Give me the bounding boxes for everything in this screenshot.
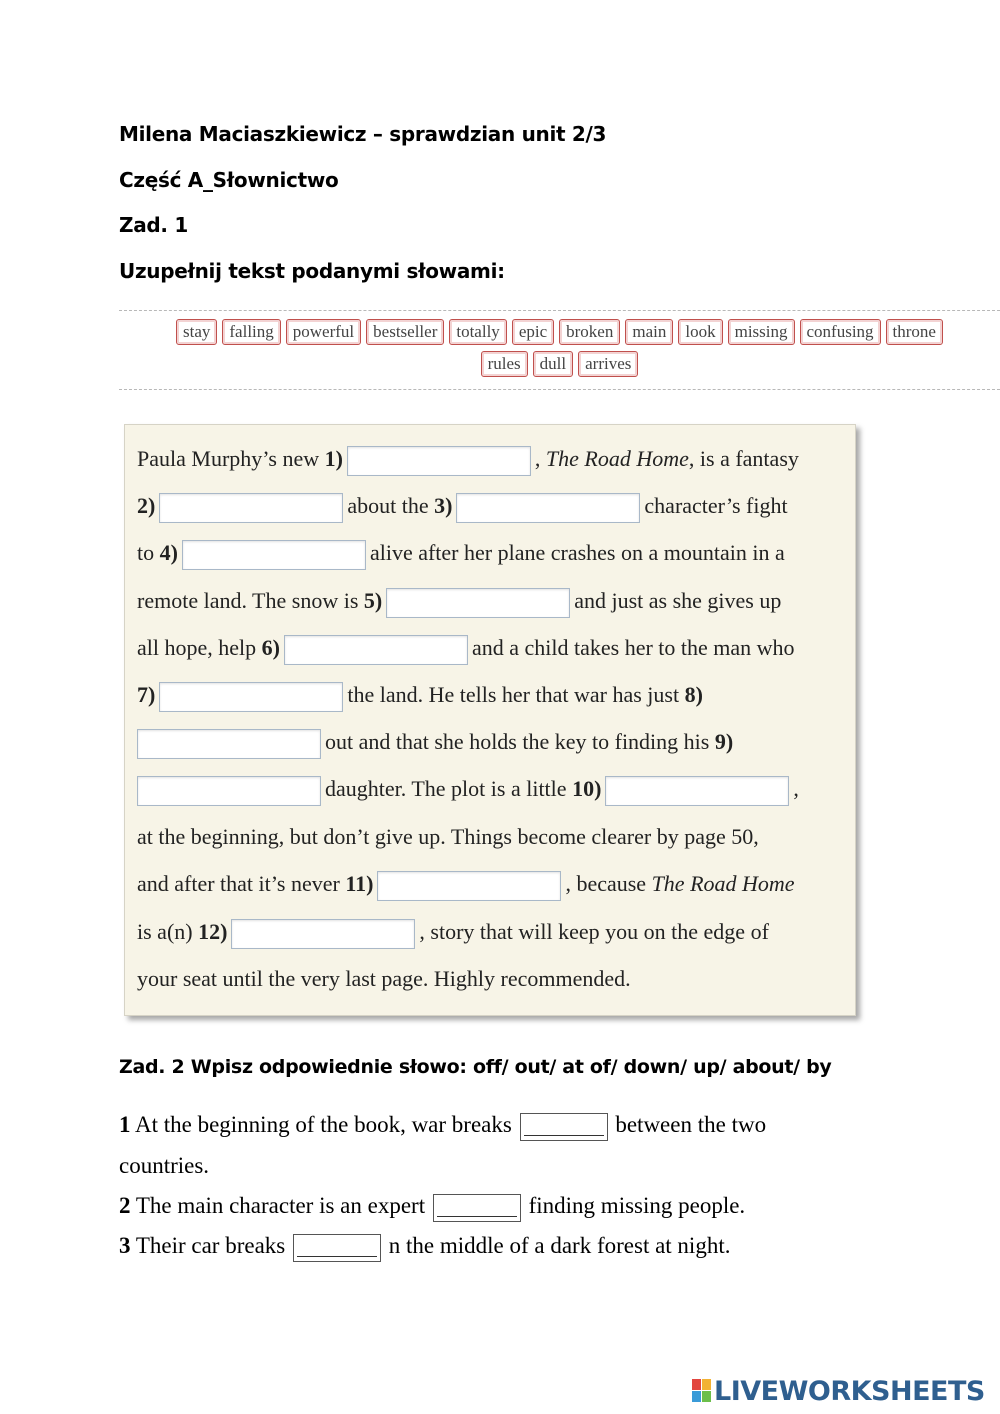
answer-gap-1[interactable] xyxy=(347,446,531,476)
story-line: 7) the land. He tells her that war has just 8) xyxy=(137,678,847,712)
answer-blank-1[interactable] xyxy=(520,1113,608,1141)
story-line: remote land. The snow is 5) and just as she gives up xyxy=(137,584,847,618)
logo-text: LIVEWORKSHEETS xyxy=(714,1375,985,1407)
word-chip-main[interactable]: main xyxy=(625,319,673,345)
liveworksheets-logo[interactable] xyxy=(692,1375,985,1407)
word-chip-arrives[interactable]: arrives xyxy=(578,351,638,377)
word-bank-row xyxy=(119,351,1000,377)
answer-gap-10[interactable] xyxy=(605,776,789,806)
word-chip-rules[interactable]: rules xyxy=(481,351,528,377)
answer-gap-6[interactable] xyxy=(284,635,468,665)
story-line: out and that she holds the key to finding his 9) xyxy=(137,725,847,759)
word-chip-powerful[interactable]: powerful xyxy=(286,319,361,345)
answer-gap-2[interactable] xyxy=(159,493,343,523)
answer-gap-9[interactable] xyxy=(137,776,321,806)
story-line: 2) about the 3) character’s fight xyxy=(137,489,847,523)
sentence-1: 1 At the beginning of the book, war breaks between the two xyxy=(119,1112,766,1141)
answer-gap-7[interactable] xyxy=(159,682,343,712)
answer-gap-5[interactable] xyxy=(386,588,570,618)
word-chip-broken[interactable]: broken xyxy=(559,319,620,345)
word-chip-totally[interactable]: totally xyxy=(449,319,506,345)
sentence-1-continued: countries. xyxy=(119,1153,210,1178)
logo-icon xyxy=(692,1379,712,1403)
answer-gap-12[interactable] xyxy=(231,919,415,949)
word-chip-confusing[interactable]: confusing xyxy=(800,319,881,345)
word-chip-stay[interactable]: stay xyxy=(176,319,217,345)
task2-heading: Zad. 2 Wpisz odpowiednie słowo: off/ out/ at of/ down/ up/ about/ by xyxy=(119,1056,832,1078)
story-line: is a(n) 12) , story that will keep you on the edge of xyxy=(137,915,847,949)
story-panel xyxy=(124,424,856,1016)
answer-blank-3[interactable] xyxy=(293,1234,381,1262)
word-chip-missing[interactable]: missing xyxy=(728,319,795,345)
story-line: daughter. The plot is a little 10) , xyxy=(137,772,847,806)
story-line: to 4) alive after her plane crashes on a mountain in a xyxy=(137,536,847,570)
answer-blank-2[interactable] xyxy=(433,1194,521,1222)
story-line: all hope, help 6) and a child takes her to the man who xyxy=(137,631,847,665)
answer-gap-4[interactable] xyxy=(182,540,366,570)
word-chip-epic[interactable]: epic xyxy=(512,319,554,345)
story-line: your seat until the very last page. Highly recommended. xyxy=(137,966,631,991)
answer-gap-11[interactable] xyxy=(377,871,561,901)
worksheet-title: Milena Maciaszkiewicz – sprawdzian unit 2/3 xyxy=(119,122,607,146)
word-chip-dull[interactable]: dull xyxy=(533,351,573,377)
word-bank xyxy=(119,310,1000,390)
story-line: and after that it’s never 11) , because The Road Home xyxy=(137,867,847,901)
answer-gap-3[interactable] xyxy=(456,493,640,523)
sentence-2: 2 The main character is an expert finding missing people. xyxy=(119,1193,745,1222)
task1-heading: Zad. 1 xyxy=(119,213,188,237)
part-heading: Część A_Słownictwo xyxy=(119,168,339,192)
word-chip-look[interactable]: look xyxy=(678,319,722,345)
answer-gap-8[interactable] xyxy=(137,729,321,759)
sentence-3: 3 Their car breaks n the middle of a dark forest at night. xyxy=(119,1233,730,1262)
story-line: at the beginning, but don’t give up. Things become clearer by page 50, xyxy=(137,824,759,849)
story-line: Paula Murphy’s new 1) , The Road Home, is a fantasy xyxy=(137,442,847,476)
word-bank-row xyxy=(119,319,1000,345)
word-chip-throne[interactable]: throne xyxy=(886,319,943,345)
task1-instruction: Uzupełnij tekst podanymi słowami: xyxy=(119,259,505,283)
word-chip-bestseller[interactable]: bestseller xyxy=(366,319,444,345)
word-chip-falling[interactable]: falling xyxy=(222,319,280,345)
